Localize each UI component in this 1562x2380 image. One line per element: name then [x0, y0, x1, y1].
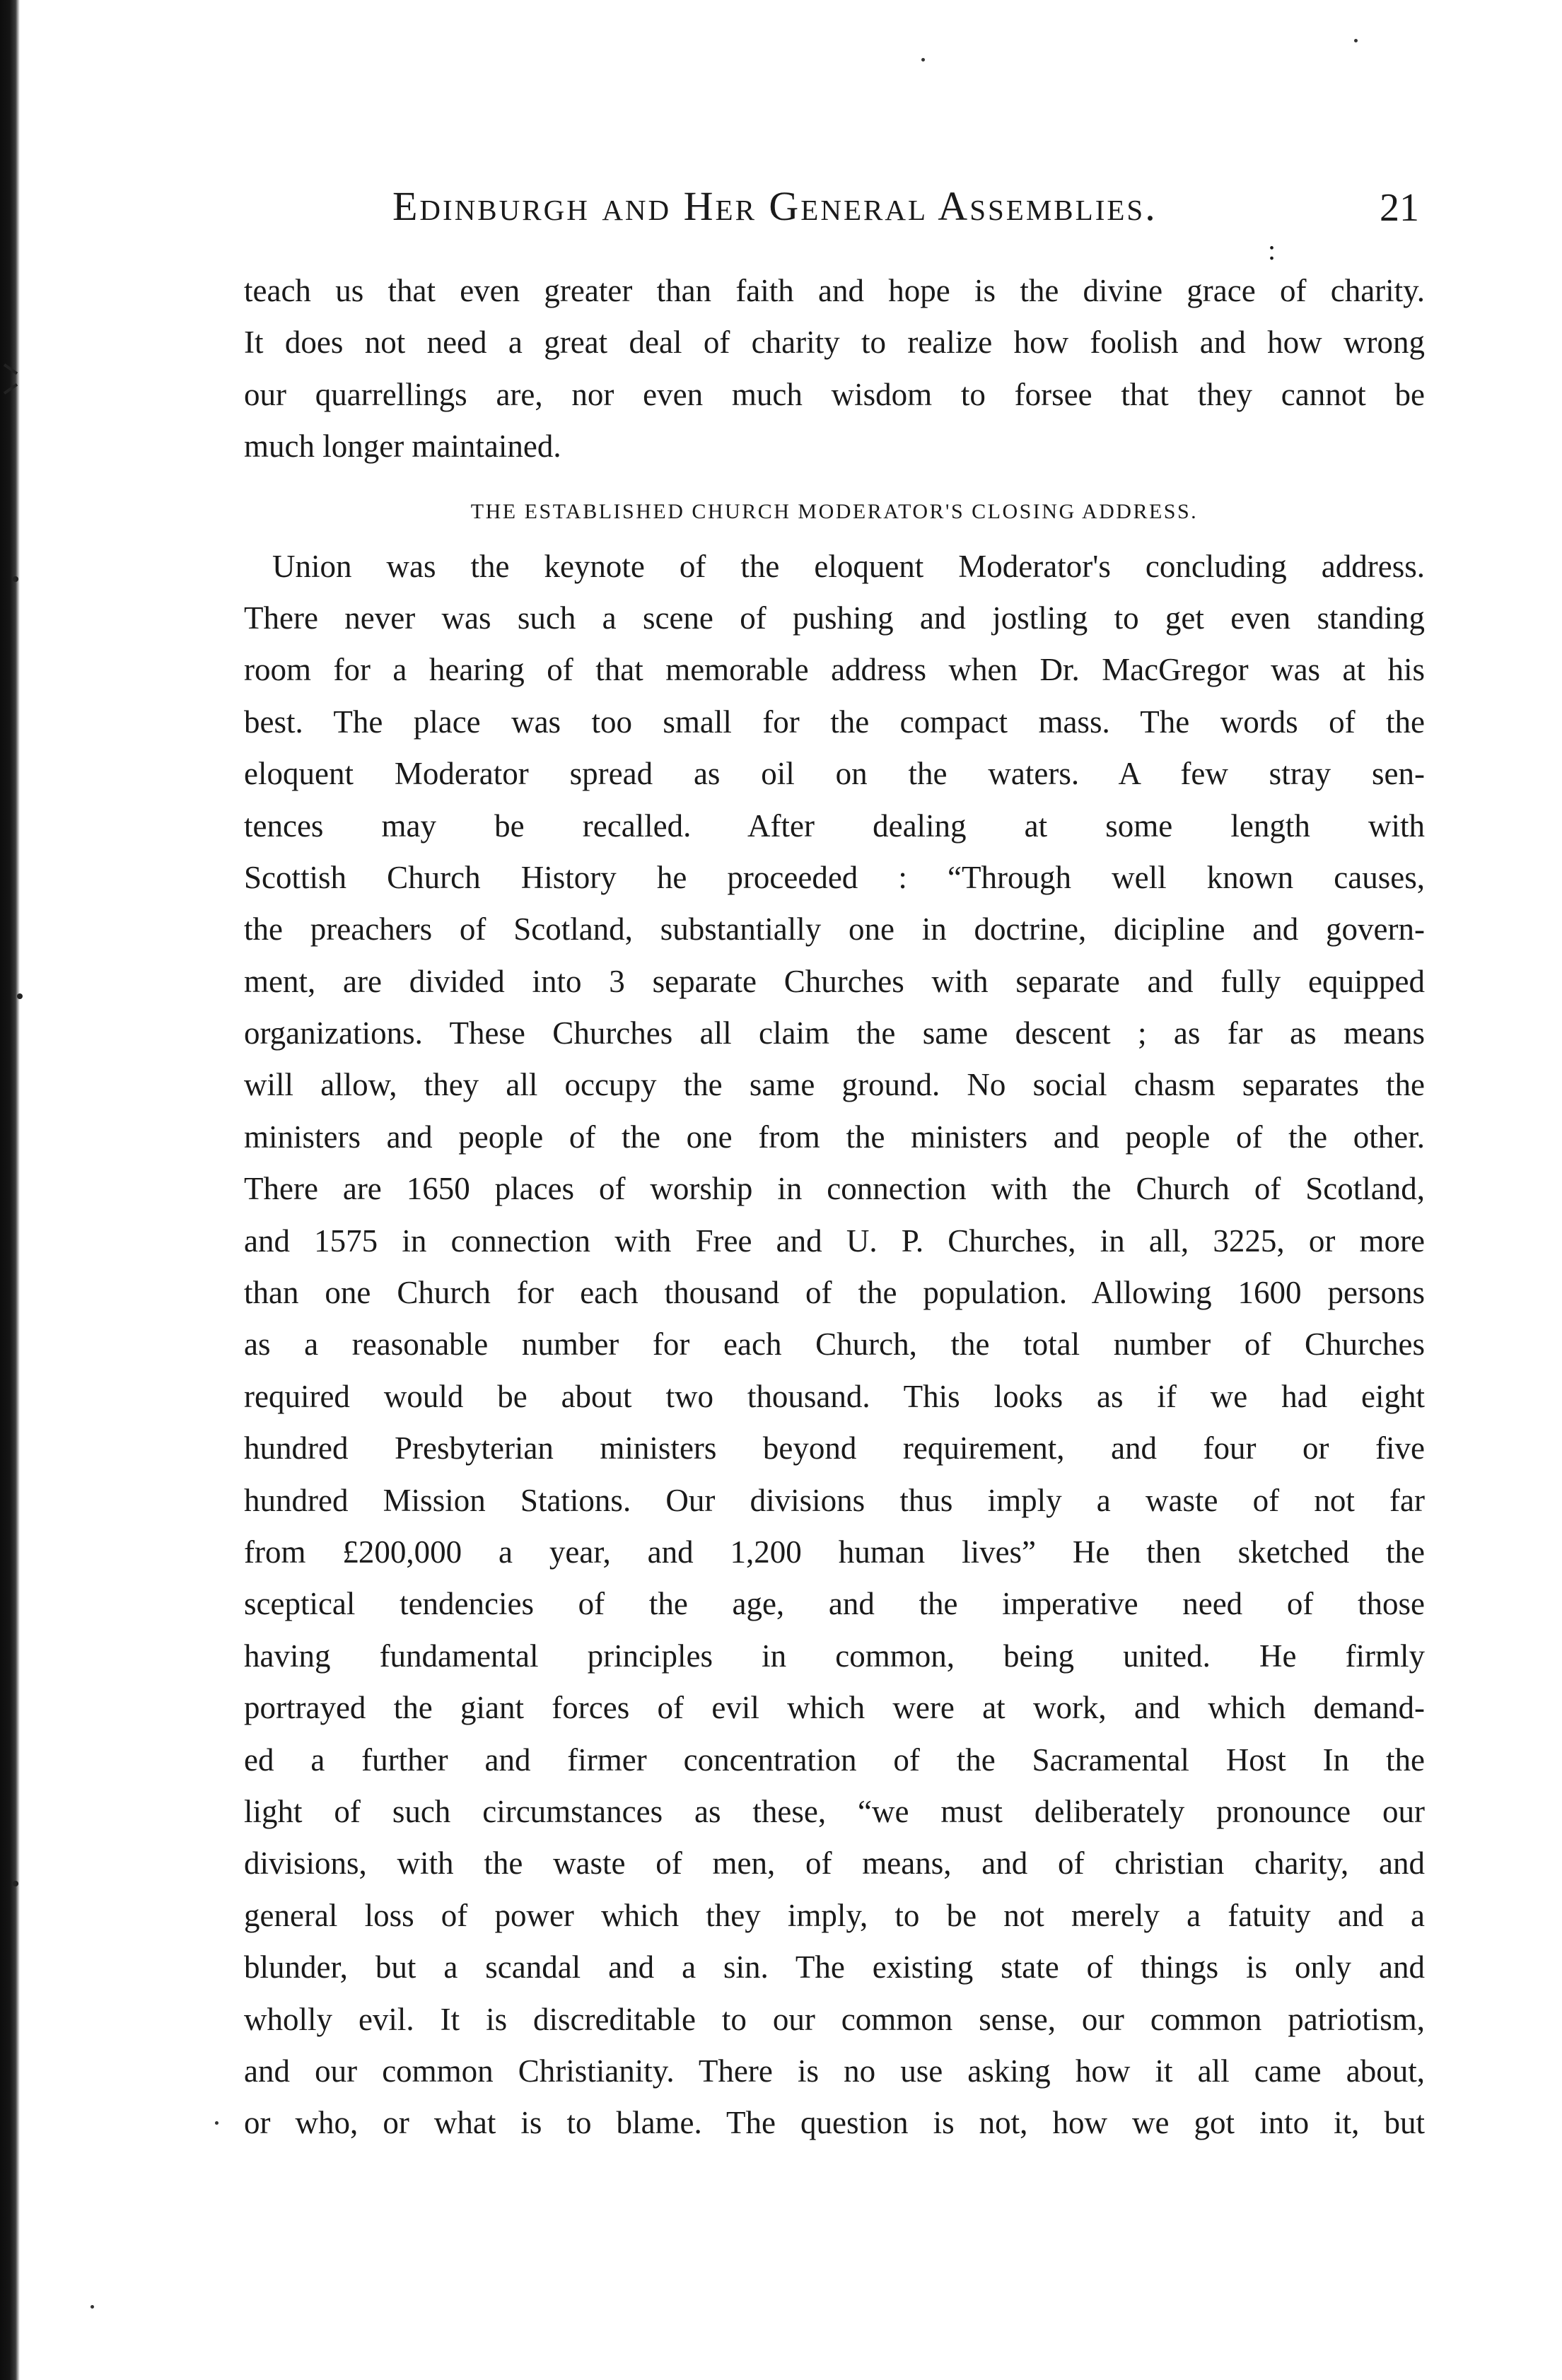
scan-edge-dot — [13, 1881, 18, 1886]
text-line: There never was such a scene of pushing and jostling to get even standing — [244, 600, 1425, 636]
scan-speck — [215, 2121, 218, 2125]
text-line: tences may be recalled. After dealing at some length with — [244, 807, 1425, 844]
text-line: ment, are divided into 3 separate Churches with separate and fully equipped — [244, 963, 1425, 999]
text-line: room for a hearing of that memorable address when Dr. MacGregor was at his — [244, 652, 1425, 688]
scan-speck — [921, 58, 925, 62]
scan-edge-dot — [13, 576, 18, 582]
text-line: portrayed the giant forces of evil which were at work, and which demand- — [244, 1690, 1425, 1726]
scan-left-edge — [0, 0, 20, 2380]
text-line: hundred Mission Stations. Our divisions thus imply a waste of not far — [244, 1482, 1425, 1518]
text-line: as a reasonable number for each Church, the total number of Churches — [244, 1326, 1425, 1363]
text-line: eloquent Moderator spread as oil on the waters. A few stray sen- — [244, 756, 1425, 792]
text-line: general loss of power which they imply, to be not merely a fatuity and a — [244, 1897, 1425, 1933]
text-line: organizations. These Churches all claim the same descent ; as far as means — [244, 1015, 1425, 1051]
stray-mark: : — [1268, 234, 1276, 266]
text-line: There are 1650 places of worship in connection with the Church of Scotland, — [244, 1171, 1425, 1207]
text-line: the preachers of Scotland, substantially one in doctrine, dicipline and govern- — [244, 911, 1425, 947]
text-line: our quarrellings are, nor even much wisdom to forsee that they cannot be — [244, 376, 1425, 412]
text-line: than one Church for each thousand of the population. Allowing 1600 persons — [244, 1275, 1425, 1311]
text-line: ministers and people of the one from the ministers and people of the other. — [244, 1119, 1425, 1155]
text-line: Scottish Church History he proceeded : “Through well known causes, — [244, 859, 1425, 895]
text-line: from £200,000 a year, and 1,200 human lives” He then sketched the — [244, 1534, 1425, 1570]
scan-speck — [1354, 39, 1358, 42]
scan-speck — [91, 2305, 94, 2309]
text-line: It does not need a great deal of charity to realize how foolish and how wrong — [244, 325, 1425, 361]
text-line: teach us that even greater than faith and hope is the divine grace of charity. — [244, 273, 1425, 308]
text-line: required would be about two thousand. This looks as if we had eight — [244, 1378, 1425, 1414]
text-line: wholly evil. It is discreditable to our common sense, our common patriotism, — [244, 2001, 1425, 2037]
text-line: or who, or what is to blame. The question is not, how we got into it, but — [244, 2105, 1425, 2141]
scan-edge-dot — [17, 993, 23, 999]
text-line: light of such circumstances as these, “we must deliberately pronounce our — [244, 1793, 1425, 1829]
running-head — [244, 182, 1425, 232]
text-line: will allow, they all occupy the same ground. No social chasm separates the — [244, 1067, 1425, 1103]
running-title: Edinburgh and Her General Assemblies. — [392, 183, 1158, 229]
text-line: sceptical tendencies of the age, and the imperative need of those — [244, 1586, 1425, 1622]
paragraph — [244, 541, 1425, 2149]
body-text — [244, 265, 1425, 2149]
page-number: 21 — [1380, 186, 1419, 230]
paragraph — [244, 265, 1425, 473]
text-line: ed a further and firmer concentration of the Sacramental Host In the — [244, 1742, 1425, 1778]
text-line: best. The place was too small for the compact mass. The words of the — [244, 704, 1425, 740]
text-line: Union was the keynote of the eloquent Moderator's concluding address. — [272, 548, 1425, 584]
section-heading: THE ESTABLISHED CHURCH MODERATOR'S CLOSING ADDRESS. — [470, 499, 1199, 523]
text-line: having fundamental principles in common, being united. He firmly — [244, 1638, 1425, 1674]
text-line: and our common Christianity. There is no use asking how it all came about, — [244, 2053, 1425, 2089]
text-line: and 1575 in connection with Free and U. P. Churches, in all, 3225, or more — [244, 1223, 1425, 1259]
text-line: much longer maintained. — [244, 428, 561, 465]
text-line: divisions, with the waste of men, of means, and of christian charity, and — [244, 1845, 1425, 1882]
text-line: blunder, but a scandal and a sin. The existing state of things is only and — [244, 1949, 1425, 1985]
text-line: hundred Presbyterian ministers beyond requirement, and four or five — [244, 1430, 1425, 1466]
